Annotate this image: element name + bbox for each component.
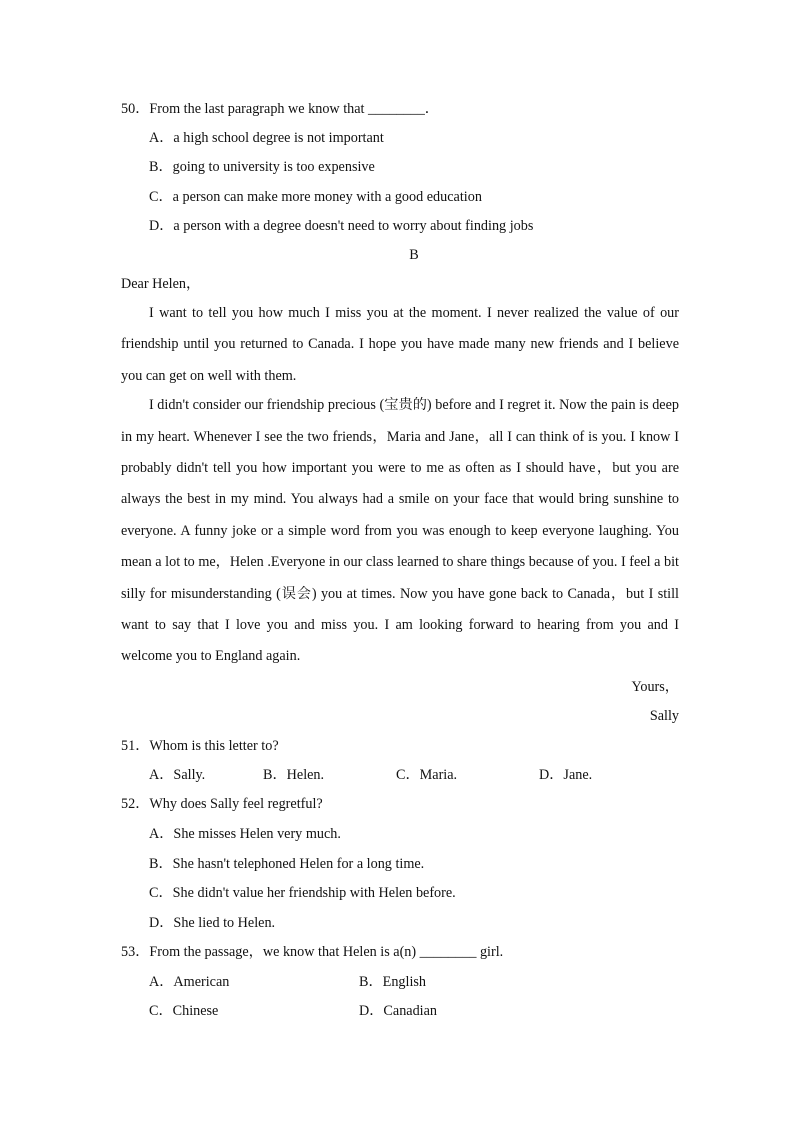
letter-paragraph-2: I didn't consider our friendship precious (宝贵的) before and I regret it. Now the pain is deep in my heart. Whenever I see the two friends，Maria and Jane，all I can think of is you. I know I probably didn't tell you how important you were to me as often as I should have，but you are always the best in my mind. You always had a smile on your face that would bring sunshine to everyone. A funny joke or a simple word from you was enough to keep everyone laughing. You mean a lot to me，Helen .Everyone in our class learned to share things because of you. I feel a bit silly for misunderstanding (误会) you at times. Now you have gone back to Canada，but I still want to say that I love you and miss you. I am looking forward to hearing from you and I welcome you to England again.: [121, 397, 679, 665]
q51-options: [149, 766, 649, 784]
letter-body: [121, 298, 679, 673]
q52-option-d: D．She lied to Helen.: [149, 915, 276, 931]
q50-stem: 50．From the last paragraph we know that ________．: [121, 101, 439, 117]
q50-option-d: D．a person with a degree doesn't need to worry about finding jobs: [149, 218, 534, 234]
q52-option-c: C．She didn't value her friendship with Helen before.: [149, 885, 456, 901]
q53-options-row-2: [149, 1002, 549, 1020]
q53-stem: 53．From the passage，we know that Helen is a(n) ________ girl.: [121, 944, 504, 960]
q53-option-d: D．Canadian: [359, 1003, 438, 1019]
letter-salutation: Dear Helen，: [121, 276, 201, 292]
q52-option-b: B．She hasn't telephoned Helen for a long time.: [149, 856, 425, 872]
q50-option-b: B．going to university is too expensive: [149, 159, 375, 175]
q51-stem: 51．Whom is this letter to?: [121, 738, 279, 754]
q51-option-d: D．Jane.: [539, 767, 593, 783]
q51-option-a: A．Sally.: [149, 767, 206, 783]
q52-stem: 52．Why does Sally feel regretful?: [121, 796, 323, 812]
q50-option-a: A．a high school degree is not important: [149, 130, 384, 146]
section-label: B: [409, 247, 419, 263]
letter-signature: Sally: [649, 708, 679, 724]
q53-option-b: B．English: [359, 974, 427, 990]
q53-option-a: A．American: [149, 974, 230, 990]
q53-option-c: C．Chinese: [149, 1003, 219, 1019]
q51-option-c: C．Maria.: [396, 767, 458, 783]
q53-options-row-1: [149, 973, 549, 991]
q50-option-c: C．a person can make more money with a good education: [149, 189, 482, 205]
letter-paragraph-1: I want to tell you how much I miss you at the moment. I never realized the value of our friendship until you returned to Canada. I hope you have made many new friends and I believe you can get on well with them.: [121, 305, 679, 384]
q52-option-a: A．She misses Helen very much.: [149, 826, 341, 842]
letter-closing: Yours，: [631, 679, 679, 695]
q51-option-b: B．Helen.: [263, 767, 325, 783]
